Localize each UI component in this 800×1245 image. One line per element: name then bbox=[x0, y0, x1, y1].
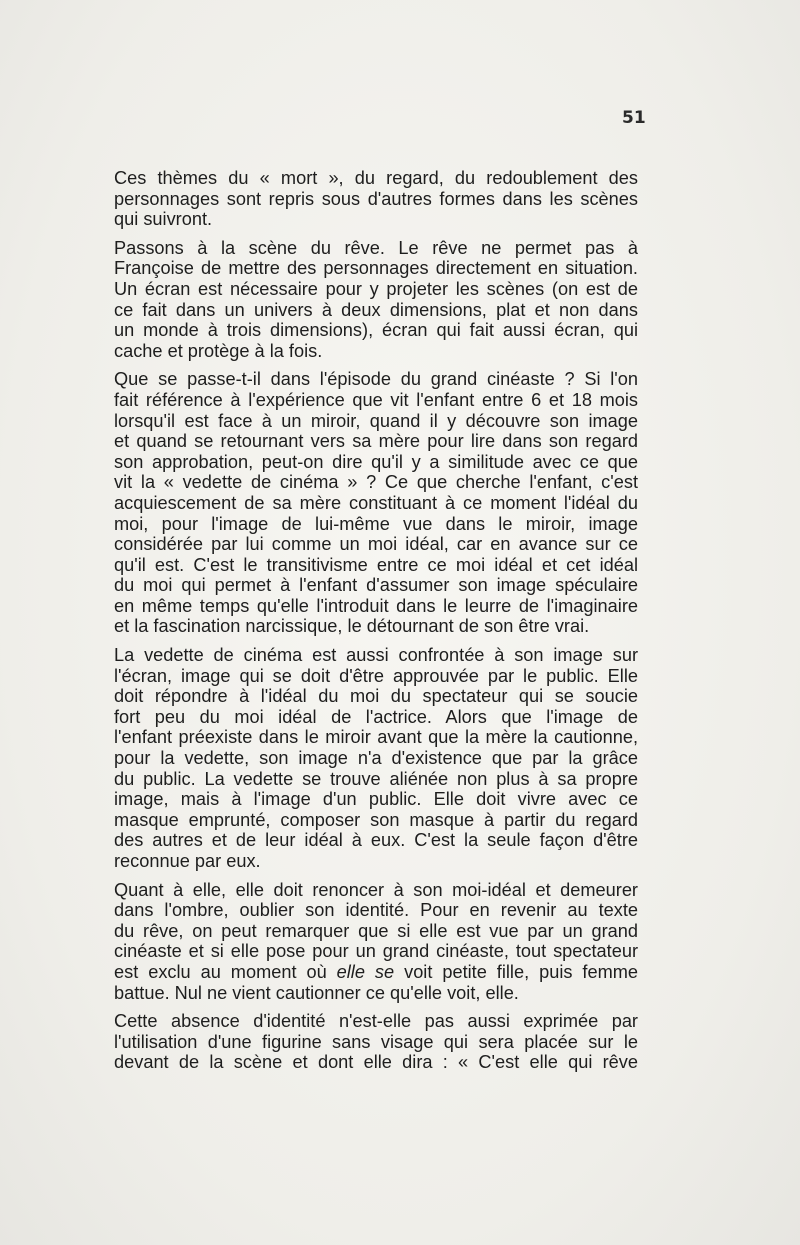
text-line: Cette absence d'identité n'est-elle pas aussi exprimée par bbox=[114, 1011, 638, 1032]
text-line: des autres et de leur idéal à eux. C'est la seule façon d'être bbox=[114, 830, 638, 851]
text-line: en même temps qu'elle l'introduit dans le leurre de l'imaginaire bbox=[114, 595, 638, 616]
text-line: vit la « vedette de cinéma » ? Ce que cherche l'enfant, c'est bbox=[114, 472, 638, 493]
text-line: l'écran, image qui se doit d'être approuvée par le public. Elle bbox=[114, 665, 638, 686]
text-line: devant de la scène et dont elle dira : « C'est elle qui rêve bbox=[114, 1052, 638, 1073]
text-line: fait référence à l'expérience que vit l'enfant entre 6 et 18 mois bbox=[114, 389, 638, 410]
text-line: image, mais à l'image d'un public. Elle doit vivre avec ce bbox=[114, 789, 638, 810]
text-line: acquiescement de sa mère constituant à ce moment l'idéal du bbox=[114, 492, 638, 513]
text-line: et quand se retournant vers sa mère pour lire dans son regard bbox=[114, 431, 638, 452]
text-line: est exclu au moment où elle se voit petite fille, puis femme bbox=[114, 961, 638, 982]
paragraph-4 bbox=[114, 645, 638, 872]
text-line: l'utilisation d'une figurine sans visage qui sera placée sur le bbox=[114, 1031, 638, 1052]
text-line: qu'il est. C'est le transitivisme entre ce moi idéal et cet idéal bbox=[114, 554, 638, 575]
text-line: du rêve, on peut remarquer que si elle est vue par un grand bbox=[114, 920, 638, 941]
text-line: masque emprunté, composer son masque à partir du regard bbox=[114, 809, 638, 830]
text-line: et la fascination narcissique, le détournant de son être vrai. bbox=[114, 616, 590, 637]
text-line: dans l'ombre, oublier son identité. Pour en revenir au texte bbox=[114, 900, 638, 921]
text-line: personnages sont repris sous d'autres formes dans les scènes bbox=[114, 188, 638, 209]
text-line: du moi qui permet à l'enfant d'assumer son image spéculaire bbox=[114, 575, 638, 596]
text-line: doit répondre à l'idéal du moi du spectateur qui se soucie bbox=[114, 686, 638, 707]
text-line: cinéaste et si elle pose pour un grand cinéaste, tout spectateur bbox=[114, 941, 638, 962]
text-line: moi, pour l'image de lui-même vue dans le miroir, image bbox=[114, 513, 638, 534]
text-line: ce fait dans un univers à deux dimensions, plat et non dans bbox=[114, 299, 638, 320]
text-line: Ces thèmes du « mort », du regard, du redoublement des bbox=[114, 168, 638, 188]
text-line: La vedette de cinéma est aussi confrontée à son image sur bbox=[114, 645, 638, 666]
text-line: fort peu du moi idéal de l'actrice. Alors que l'image de bbox=[114, 706, 638, 727]
paragraph-5 bbox=[114, 880, 638, 1004]
paragraph-1 bbox=[114, 168, 638, 230]
text-line: l'enfant préexiste dans le miroir avant que la mère la cautionne, bbox=[114, 727, 638, 748]
text-line: Quant à elle, elle doit renoncer à son moi-idéal et demeurer bbox=[114, 879, 638, 900]
text-line: cache et protège à la fois. bbox=[114, 340, 323, 361]
text-line: battue. Nul ne vient cautionner ce qu'elle voit, elle. bbox=[114, 982, 519, 1003]
emphasis-text: elle se bbox=[336, 961, 395, 982]
paragraph-6 bbox=[114, 1011, 638, 1073]
text-line: Françoise de mettre des personnages directement en situation. bbox=[114, 258, 638, 279]
text-line: Passons à la scène du rêve. Le rêve ne permet pas à bbox=[114, 237, 638, 258]
page-number: 51 bbox=[622, 108, 646, 128]
text-line: qui suivront. bbox=[114, 209, 213, 230]
paragraph-2 bbox=[114, 238, 638, 362]
body-text bbox=[114, 168, 638, 1073]
text-line: Un écran est nécessaire pour y projeter les scènes (on est de bbox=[114, 278, 638, 299]
text-line: un monde à trois dimensions), écran qui fait aussi écran, qui bbox=[114, 320, 638, 341]
text-line: Que se passe-t-il dans l'épisode du grand cinéaste ? Si l'on bbox=[114, 369, 638, 390]
text-line: son approbation, peut-on dire qu'il y a similitude avec ce que bbox=[114, 451, 638, 472]
text-line: reconnue par eux. bbox=[114, 851, 261, 871]
paragraph-3 bbox=[114, 369, 638, 637]
text-line: considérée par lui comme un moi idéal, car en avance sur ce bbox=[114, 534, 638, 555]
text-line: pour la vedette, son image n'a d'existence que par la grâce bbox=[114, 748, 638, 769]
text-line: du public. La vedette se trouve aliénée non plus à sa propre bbox=[114, 768, 638, 789]
text-line: lorsqu'il est face à un miroir, quand il y découvre son image bbox=[114, 410, 638, 431]
